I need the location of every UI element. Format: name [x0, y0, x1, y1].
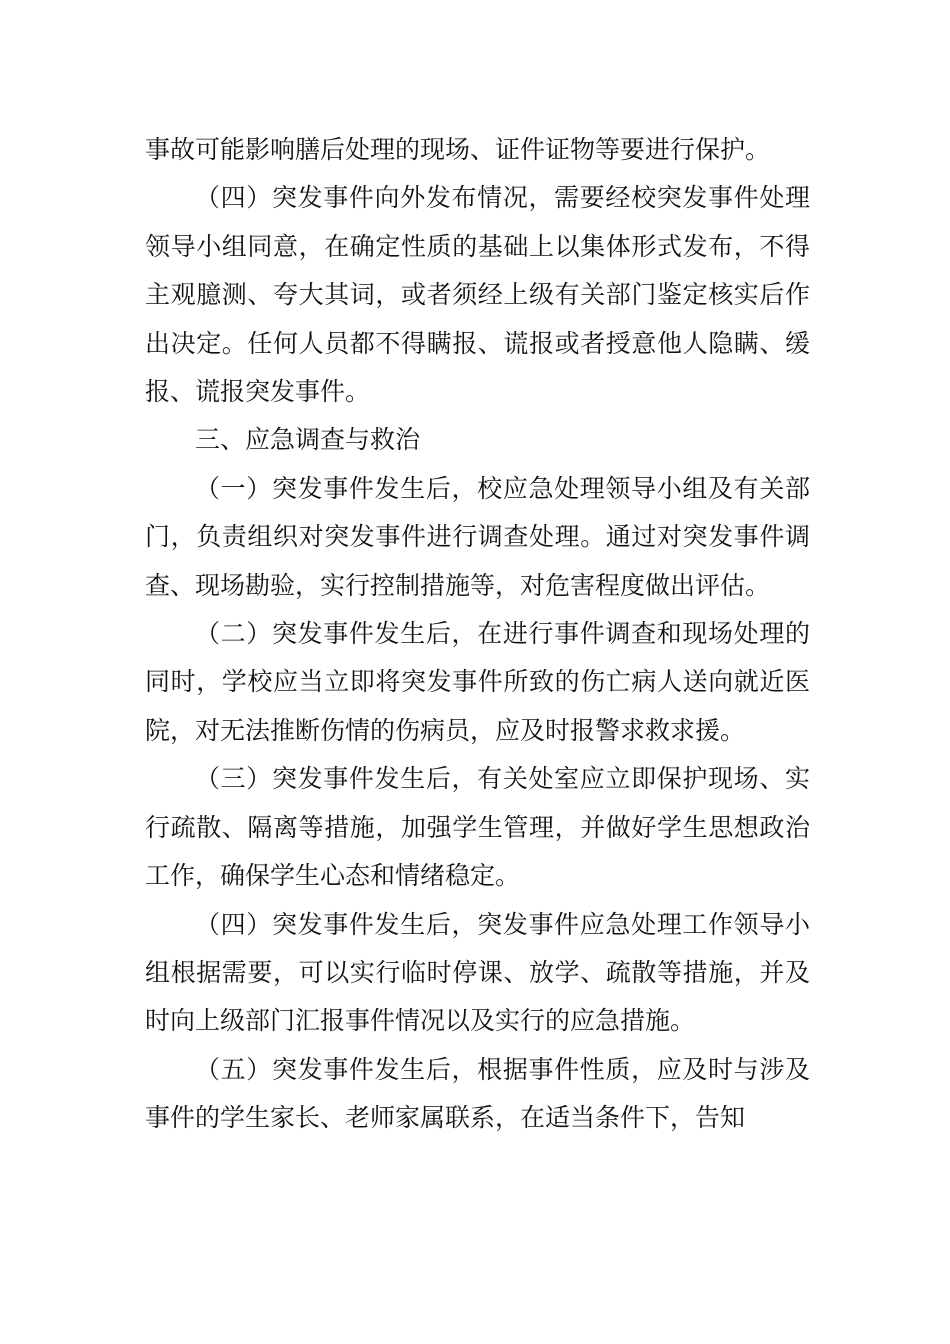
- document-body: [145, 126, 810, 1143]
- paragraph-item-3-protection: （三）突发事件发生后，有关处室应立即保护现场、实行疏散、隔离等措施，加强学生管理，并做好学生思想政治工作，确保学生心态和情绪稳定。: [145, 764, 810, 891]
- paragraph-item-4-release: （四）突发事件向外发布情况，需要经校突发事件处理领导小组同意，在确定性质的基础上以集体形式发布，不得主观臆测、夸大其词，或者须经上级有关部门鉴定核实后作出决定。任何人员都不得瞒报、谎报或者授意他人隐瞒、缓报、谎报突发事件。: [145, 183, 810, 407]
- section-heading-emergency-investigation: 三、应急调查与救治: [195, 425, 421, 455]
- paragraph-item-1-investigation: （一）突发事件发生后，校应急处理领导小组及有关部门，负责组织对突发事件进行调查处理。通过对突发事件调查、现场勘验，实行控制措施等，对危害程度做出评估。: [145, 473, 810, 600]
- paragraph-continuation: 事故可能影响膳后处理的现场、证件证物等要进行保护。: [145, 135, 771, 164]
- paragraph-item-5-contact: （五）突发事件发生后，根据事件性质，应及时与涉及事件的学生家长、老师家属联系，在适当条件下，告知: [145, 1054, 810, 1133]
- paragraph-item-2-treatment: （二）突发事件发生后，在进行事件调查和现场处理的同时，学校应当立即将突发事件所致的伤亡病人送向就近医院，对无法推断伤情的伤病员，应及时报警求救求援。: [145, 619, 810, 745]
- paragraph-item-4-measures: （四）突发事件发生后，突发事件应急处理工作领导小组根据需要，可以实行临时停课、放学、疏散等措施，并及时向上级部门汇报事件情况以及实行的应急措施。: [145, 909, 810, 1036]
